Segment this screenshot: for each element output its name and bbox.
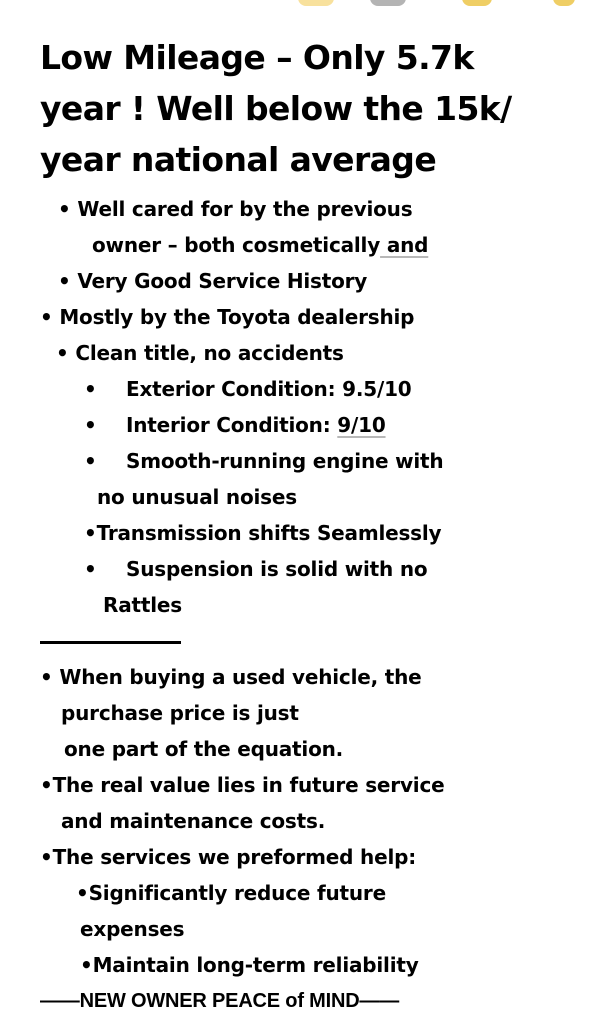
bullet-service-history: • Very Good Service History: [58, 269, 368, 293]
bullet-marker: •: [84, 377, 97, 401]
bullet-suspension-continued: Rattles: [103, 593, 182, 617]
bullet-suspension: Suspension is solid with no: [126, 557, 428, 581]
cropped-emoji-icon: [370, 0, 406, 6]
page-title: [40, 32, 600, 185]
spellcheck-underlined-text: 9/10: [337, 413, 386, 437]
top-cropped-icons: [0, 0, 610, 8]
cropped-emoji-icon: [298, 0, 334, 6]
bullet-toyota-dealership: • Mostly by the Toyota dealership: [40, 305, 415, 329]
text-fragment: owner – both cosmetically: [92, 233, 381, 257]
bullet-marker: •: [84, 449, 97, 473]
bullet-real-value: •The real value lies in future service: [40, 773, 445, 797]
bullet-services-help: •The services we preformed help:: [40, 845, 417, 869]
footer-tagline: ——NEW OWNER PEACE of MIND——: [40, 990, 400, 1012]
bullet-used-vehicle-continued: purchase price is just: [61, 701, 299, 725]
bullet-engine-continued: no unusual noises: [97, 485, 297, 509]
section-divider: [40, 641, 181, 644]
cropped-emoji-icon: [462, 0, 492, 6]
bullet-clean-title: • Clean title, no accidents: [56, 341, 344, 365]
sub-bullet-reliability: •Maintain long-term reliability: [80, 953, 419, 977]
bullet-used-vehicle-continued: one part of the equation.: [64, 737, 344, 761]
text-fragment: Interior Condition:: [126, 413, 338, 437]
bullet-exterior-condition: Exterior Condition: 9.5/10: [126, 377, 412, 401]
title-line-1: Low Mileage – Only 5.7k: [40, 38, 474, 77]
title-line-2: year ! Well below the 15k/: [40, 89, 512, 128]
bullet-marker: •: [84, 557, 97, 581]
cropped-emoji-icon: [553, 0, 575, 6]
bullet-interior-condition: [126, 413, 386, 437]
sub-bullet-reduce-expenses-continued: expenses: [80, 917, 185, 941]
bullet-used-vehicle: • When buying a used vehicle, the: [40, 665, 422, 689]
bullet-engine: Smooth-running engine with: [126, 449, 444, 473]
spellcheck-underlined-text: and: [380, 233, 429, 257]
bullet-marker: •: [84, 413, 97, 437]
bullet-well-cared: • Well cared for by the previous: [58, 197, 413, 221]
title-line-3: year national average: [40, 140, 437, 179]
bullet-well-cared-continued: [92, 233, 428, 257]
bullet-transmission: •Transmission shifts Seamlessly: [84, 521, 442, 545]
bullet-real-value-continued: and maintenance costs.: [61, 809, 326, 833]
sub-bullet-reduce-expenses: •Significantly reduce future: [76, 881, 386, 905]
